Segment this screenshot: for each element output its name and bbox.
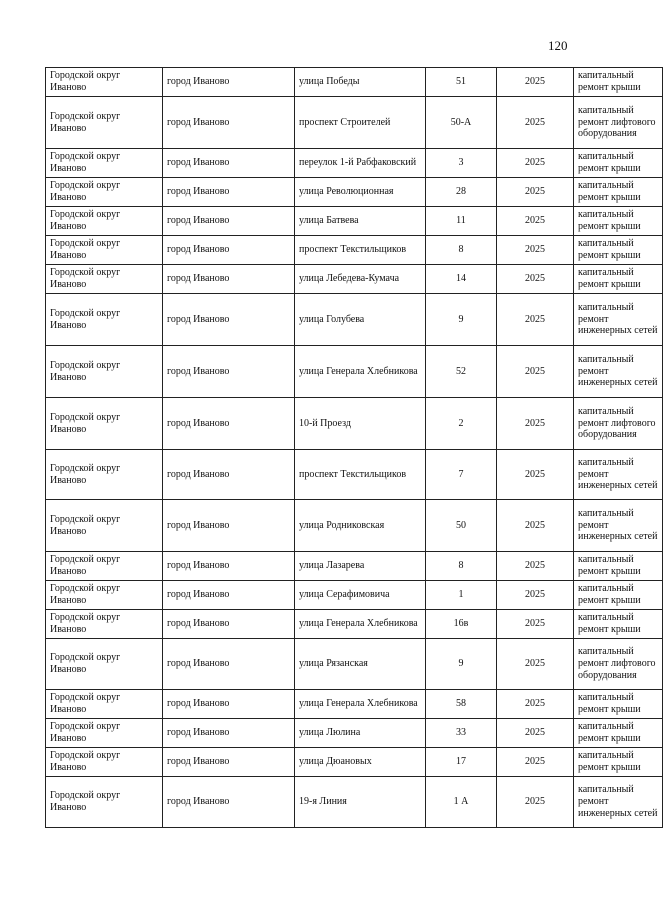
- work-type-cell: капитальный ремонт крыши: [574, 719, 663, 748]
- street-cell: улица Дюановых: [295, 748, 426, 777]
- okrug-cell: Городской округ Иваново: [46, 639, 163, 690]
- okrug-cell: Городской округ Иваново: [46, 748, 163, 777]
- house-number-cell: 17: [426, 748, 497, 777]
- table-row: [46, 265, 663, 294]
- street-cell: улица Генерала Хлебникова: [295, 610, 426, 639]
- city-cell: город Иваново: [163, 690, 295, 719]
- house-number-cell: 51: [426, 68, 497, 97]
- city-cell: город Иваново: [163, 346, 295, 398]
- city-cell: город Иваново: [163, 294, 295, 346]
- city-cell: город Иваново: [163, 398, 295, 450]
- year-cell: 2025: [497, 450, 574, 500]
- house-number-cell: 14: [426, 265, 497, 294]
- year-cell: 2025: [497, 178, 574, 207]
- work-type-cell: капитальный ремонт лифтового оборудования: [574, 97, 663, 149]
- house-number-cell: 1 А: [426, 777, 497, 828]
- table-row: [46, 346, 663, 398]
- page-number: 120: [548, 38, 568, 53]
- year-cell: 2025: [497, 748, 574, 777]
- house-number-cell: 3: [426, 149, 497, 178]
- table-row: [46, 690, 663, 719]
- table-row: [46, 777, 663, 828]
- okrug-cell: Городской округ Иваново: [46, 552, 163, 581]
- street-cell: улица Родниковская: [295, 500, 426, 552]
- table-row: [46, 639, 663, 690]
- okrug-cell: Городской округ Иваново: [46, 398, 163, 450]
- table-row: [46, 68, 663, 97]
- city-cell: город Иваново: [163, 68, 295, 97]
- street-cell: улица Люлина: [295, 719, 426, 748]
- year-cell: 2025: [497, 97, 574, 149]
- city-cell: город Иваново: [163, 748, 295, 777]
- table-row: [46, 97, 663, 149]
- house-number-cell: 2: [426, 398, 497, 450]
- table-row: [46, 500, 663, 552]
- street-cell: 19-я Линия: [295, 777, 426, 828]
- city-cell: город Иваново: [163, 236, 295, 265]
- work-type-cell: капитальный ремонт крыши: [574, 748, 663, 777]
- city-cell: город Иваново: [163, 97, 295, 149]
- street-cell: улица Серафимовича: [295, 581, 426, 610]
- okrug-cell: Городской округ Иваново: [46, 294, 163, 346]
- house-number-cell: 50-А: [426, 97, 497, 149]
- work-type-cell: капитальный ремонт крыши: [574, 236, 663, 265]
- okrug-cell: Городской округ Иваново: [46, 68, 163, 97]
- okrug-cell: Городской округ Иваново: [46, 207, 163, 236]
- okrug-cell: Городской округ Иваново: [46, 581, 163, 610]
- city-cell: город Иваново: [163, 610, 295, 639]
- house-number-cell: 16в: [426, 610, 497, 639]
- work-type-cell: капитальный ремонт инженерных сетей: [574, 500, 663, 552]
- city-cell: город Иваново: [163, 552, 295, 581]
- street-cell: улица Генерала Хлебникова: [295, 690, 426, 719]
- street-cell: улица Батвева: [295, 207, 426, 236]
- house-number-cell: 7: [426, 450, 497, 500]
- house-number-cell: 8: [426, 236, 497, 265]
- year-cell: 2025: [497, 236, 574, 265]
- work-type-cell: капитальный ремонт инженерных сетей: [574, 294, 663, 346]
- year-cell: 2025: [497, 581, 574, 610]
- work-type-cell: капитальный ремонт крыши: [574, 178, 663, 207]
- okrug-cell: Городской округ Иваново: [46, 265, 163, 294]
- table-row: [46, 450, 663, 500]
- city-cell: город Иваново: [163, 500, 295, 552]
- work-type-cell: капитальный ремонт крыши: [574, 265, 663, 294]
- year-cell: 2025: [497, 690, 574, 719]
- table-row: [46, 610, 663, 639]
- city-cell: город Иваново: [163, 719, 295, 748]
- house-number-cell: 50: [426, 500, 497, 552]
- table-row: [46, 719, 663, 748]
- street-cell: улица Лебедева-Кумача: [295, 265, 426, 294]
- work-type-cell: капитальный ремонт инженерных сетей: [574, 777, 663, 828]
- house-number-cell: 11: [426, 207, 497, 236]
- work-type-cell: капитальный ремонт крыши: [574, 690, 663, 719]
- table-row: [46, 236, 663, 265]
- okrug-cell: Городской округ Иваново: [46, 610, 163, 639]
- table-row: [46, 294, 663, 346]
- city-cell: город Иваново: [163, 149, 295, 178]
- okrug-cell: Городской округ Иваново: [46, 97, 163, 149]
- city-cell: город Иваново: [163, 450, 295, 500]
- year-cell: 2025: [497, 68, 574, 97]
- street-cell: улица Генерала Хлебникова: [295, 346, 426, 398]
- city-cell: город Иваново: [163, 265, 295, 294]
- table-row: [46, 207, 663, 236]
- okrug-cell: Городской округ Иваново: [46, 236, 163, 265]
- city-cell: город Иваново: [163, 581, 295, 610]
- table-row: [46, 748, 663, 777]
- house-number-cell: 1: [426, 581, 497, 610]
- street-cell: улица Революционная: [295, 178, 426, 207]
- street-cell: проспект Текстильщиков: [295, 236, 426, 265]
- year-cell: 2025: [497, 552, 574, 581]
- table-row: [46, 552, 663, 581]
- table-row: [46, 398, 663, 450]
- house-number-cell: 52: [426, 346, 497, 398]
- work-type-cell: капитальный ремонт крыши: [574, 149, 663, 178]
- year-cell: 2025: [497, 610, 574, 639]
- street-cell: улица Голубева: [295, 294, 426, 346]
- okrug-cell: Городской округ Иваново: [46, 450, 163, 500]
- year-cell: 2025: [497, 149, 574, 178]
- year-cell: 2025: [497, 500, 574, 552]
- okrug-cell: Городской округ Иваново: [46, 346, 163, 398]
- street-cell: проспект Строителей: [295, 97, 426, 149]
- okrug-cell: Городской округ Иваново: [46, 500, 163, 552]
- repair-registry-table: [45, 67, 663, 828]
- work-type-cell: капитальный ремонт крыши: [574, 552, 663, 581]
- work-type-cell: капитальный ремонт крыши: [574, 207, 663, 236]
- city-cell: город Иваново: [163, 207, 295, 236]
- year-cell: 2025: [497, 719, 574, 748]
- work-type-cell: капитальный ремонт крыши: [574, 610, 663, 639]
- house-number-cell: 9: [426, 294, 497, 346]
- okrug-cell: Городской округ Иваново: [46, 690, 163, 719]
- year-cell: 2025: [497, 207, 574, 236]
- work-type-cell: капитальный ремонт инженерных сетей: [574, 346, 663, 398]
- year-cell: 2025: [497, 265, 574, 294]
- year-cell: 2025: [497, 346, 574, 398]
- work-type-cell: капитальный ремонт крыши: [574, 68, 663, 97]
- city-cell: город Иваново: [163, 777, 295, 828]
- street-cell: проспект Текстильщиков: [295, 450, 426, 500]
- work-type-cell: капитальный ремонт лифтового оборудования: [574, 639, 663, 690]
- street-cell: переулок 1-й Рабфаковский: [295, 149, 426, 178]
- city-cell: город Иваново: [163, 639, 295, 690]
- table-row: [46, 149, 663, 178]
- street-cell: улица Победы: [295, 68, 426, 97]
- work-type-cell: капитальный ремонт инженерных сетей: [574, 450, 663, 500]
- year-cell: 2025: [497, 398, 574, 450]
- street-cell: 10-й Проезд: [295, 398, 426, 450]
- table-row: [46, 178, 663, 207]
- street-cell: улица Лазарева: [295, 552, 426, 581]
- work-type-cell: капитальный ремонт лифтового оборудования: [574, 398, 663, 450]
- okrug-cell: Городской округ Иваново: [46, 719, 163, 748]
- year-cell: 2025: [497, 639, 574, 690]
- house-number-cell: 8: [426, 552, 497, 581]
- house-number-cell: 28: [426, 178, 497, 207]
- okrug-cell: Городской округ Иваново: [46, 777, 163, 828]
- house-number-cell: 9: [426, 639, 497, 690]
- table-row: [46, 581, 663, 610]
- house-number-cell: 58: [426, 690, 497, 719]
- okrug-cell: Городской округ Иваново: [46, 178, 163, 207]
- street-cell: улица Рязанская: [295, 639, 426, 690]
- work-type-cell: капитальный ремонт крыши: [574, 581, 663, 610]
- year-cell: 2025: [497, 777, 574, 828]
- city-cell: город Иваново: [163, 178, 295, 207]
- house-number-cell: 33: [426, 719, 497, 748]
- year-cell: 2025: [497, 294, 574, 346]
- okrug-cell: Городской округ Иваново: [46, 149, 163, 178]
